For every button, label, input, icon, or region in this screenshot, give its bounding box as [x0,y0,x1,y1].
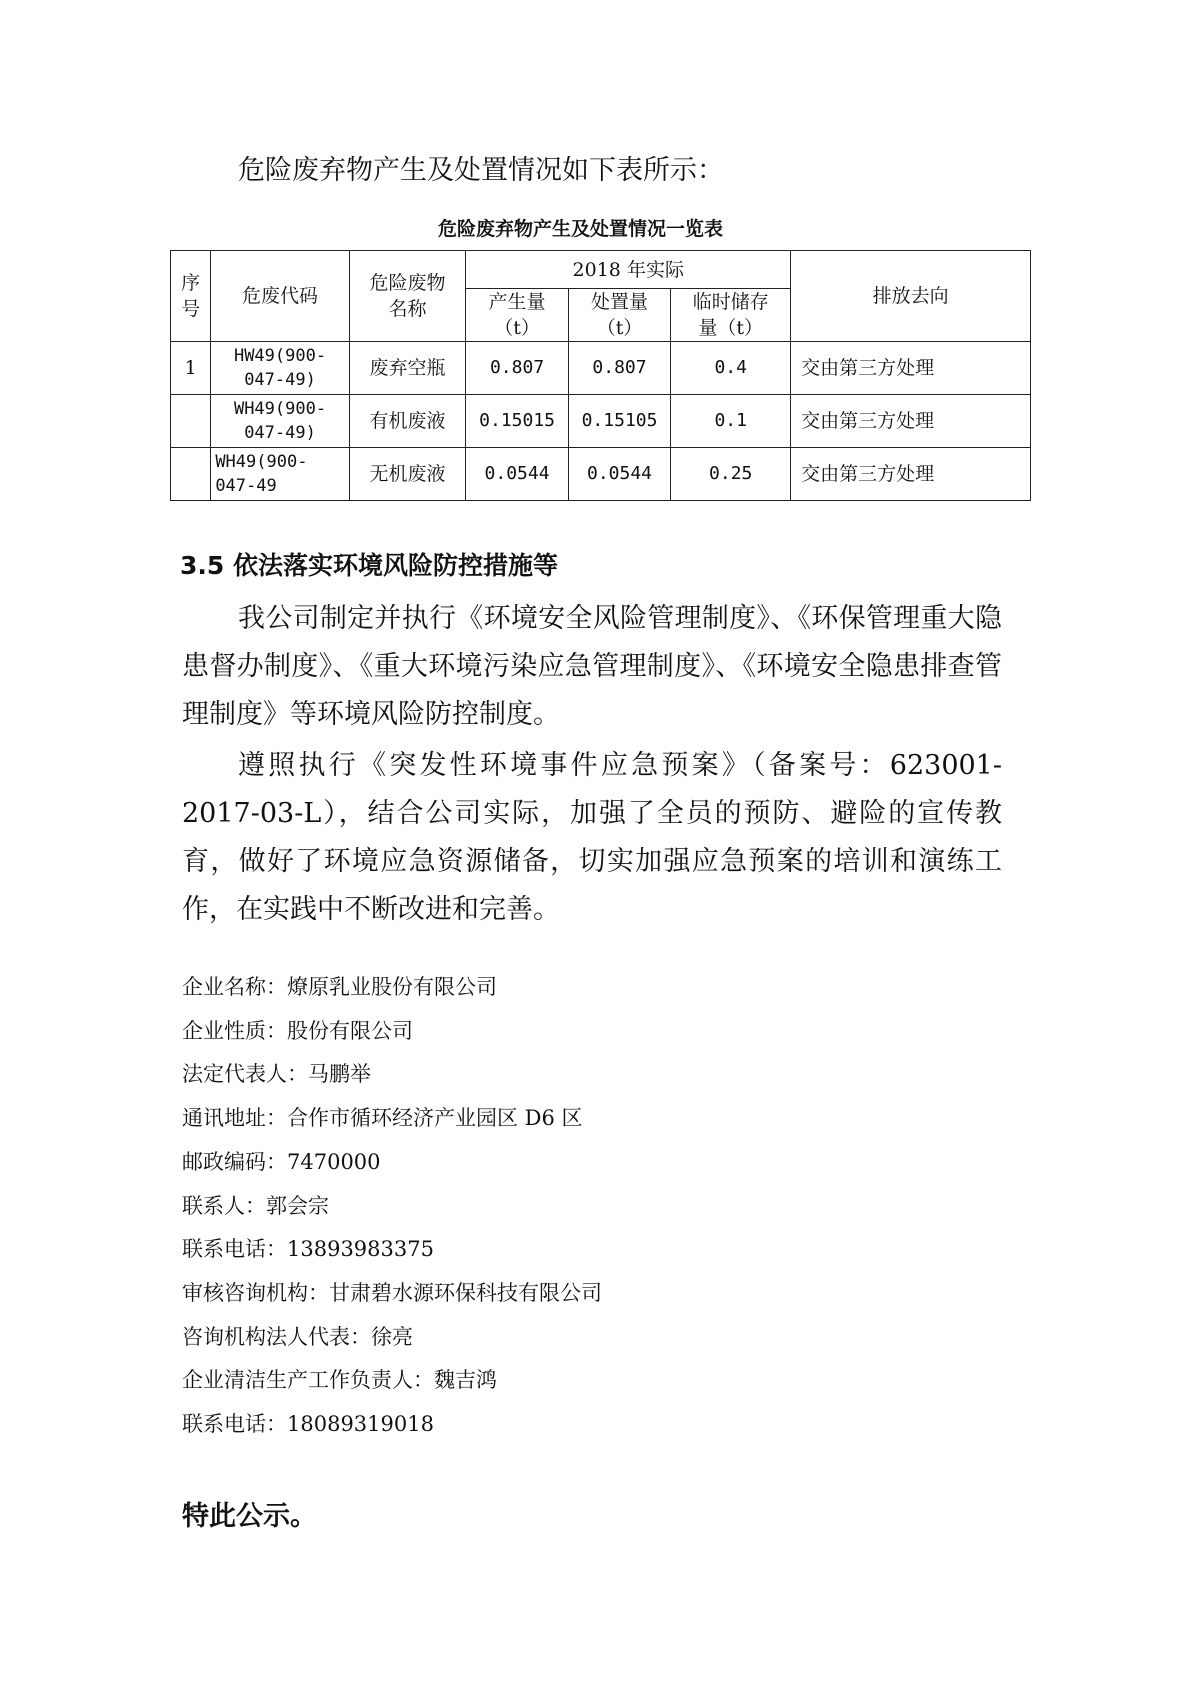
header-seq: 序号 [171,251,211,342]
cell-destination: 交由第三方处理 [791,395,1031,448]
header-stored: 临时储存量（t） [671,289,791,342]
cell-produced: 0.807 [466,342,568,395]
info-line: 通讯地址：合作市循环经济产业园区 D6 区 [182,1106,583,1131]
cell-seq [171,395,211,448]
cell-stored: 0.25 [671,448,791,501]
cell-destination: 交由第三方处理 [791,342,1031,395]
cell-disposed: 0.807 [568,342,670,395]
cell-seq [171,448,211,501]
table-row [171,448,1031,501]
section-heading: 3.5 依法落实环境风险防控措施等 [180,551,558,580]
cell-disposed: 0.15105 [568,395,670,448]
info-line: 审核咨询机构：甘肃碧水源环保科技有限公司 [182,1280,602,1305]
header-name: 危险废物名称 [349,251,466,342]
paragraph-emergency-plan: 遵照执行《突发性环境事件应急预案》（备案号：623001-2017-03-L），结合公司实际，加强了全员的预防、避险的宣传教育，做好了环境应急资源储备，切实加强应急预案的培训和演练工作，在实践中不断改进和完善。 [182,750,1002,925]
header-destination: 排放去向 [791,251,1031,342]
table-row [171,395,1031,448]
header-code: 危废代码 [211,251,349,342]
info-line: 企业名称：燎原乳业股份有限公司 [182,975,497,999]
cell-produced: 0.0544 [466,448,568,501]
cell-seq: 1 [171,342,211,395]
cell-code: HW49(900-047-49) [211,342,349,395]
info-line: 咨询机构法人代表：徐亮 [182,1324,413,1349]
info-line: 联系电话：18089319018 [182,1412,434,1437]
cell-destination: 交由第三方处理 [791,448,1031,501]
info-line: 企业性质：股份有限公司 [182,1018,413,1043]
cell-name: 无机废液 [349,448,466,501]
paragraph-risk-systems: 我公司制定并执行《环境安全风险管理制度》、《环保管理重大隐患督办制度》、《重大环境污染应急管理制度》、《环境安全隐患排查管理制度》等环境风险防控制度。 [182,603,1002,730]
header-produced: 产生量（t） [466,289,568,342]
cell-stored: 0.4 [671,342,791,395]
cell-name: 有机废液 [349,395,466,448]
info-line: 法定代表人：马鹏举 [182,1062,371,1087]
cell-name: 废弃空瓶 [349,342,466,395]
header-year-group: 2018 年实际 [466,251,791,289]
cell-code: WH49(900-047-49 [211,448,349,501]
table-caption: 危险废弃物产生及处置情况一览表 [438,218,724,240]
info-line: 联系人：郭会宗 [182,1193,329,1218]
info-line: 邮政编码：7470000 [182,1149,381,1174]
cell-disposed: 0.0544 [568,448,670,501]
table-row [171,342,1031,395]
header-disposed: 处置量（t） [568,289,670,342]
company-info [182,966,602,1447]
cell-stored: 0.1 [671,395,791,448]
intro-text: 危险废弃物产生及处置情况如下表所示： [238,155,724,186]
info-line: 企业清洁生产工作负责人：魏吉鸿 [182,1368,497,1393]
info-line: 联系电话：13893983375 [182,1237,434,1262]
cell-produced: 0.15015 [466,395,568,448]
cell-code: WH49(900-047-49) [211,395,349,448]
hazardous-waste-table [170,250,1031,501]
notice-text: 特此公示。 [182,1501,317,1532]
